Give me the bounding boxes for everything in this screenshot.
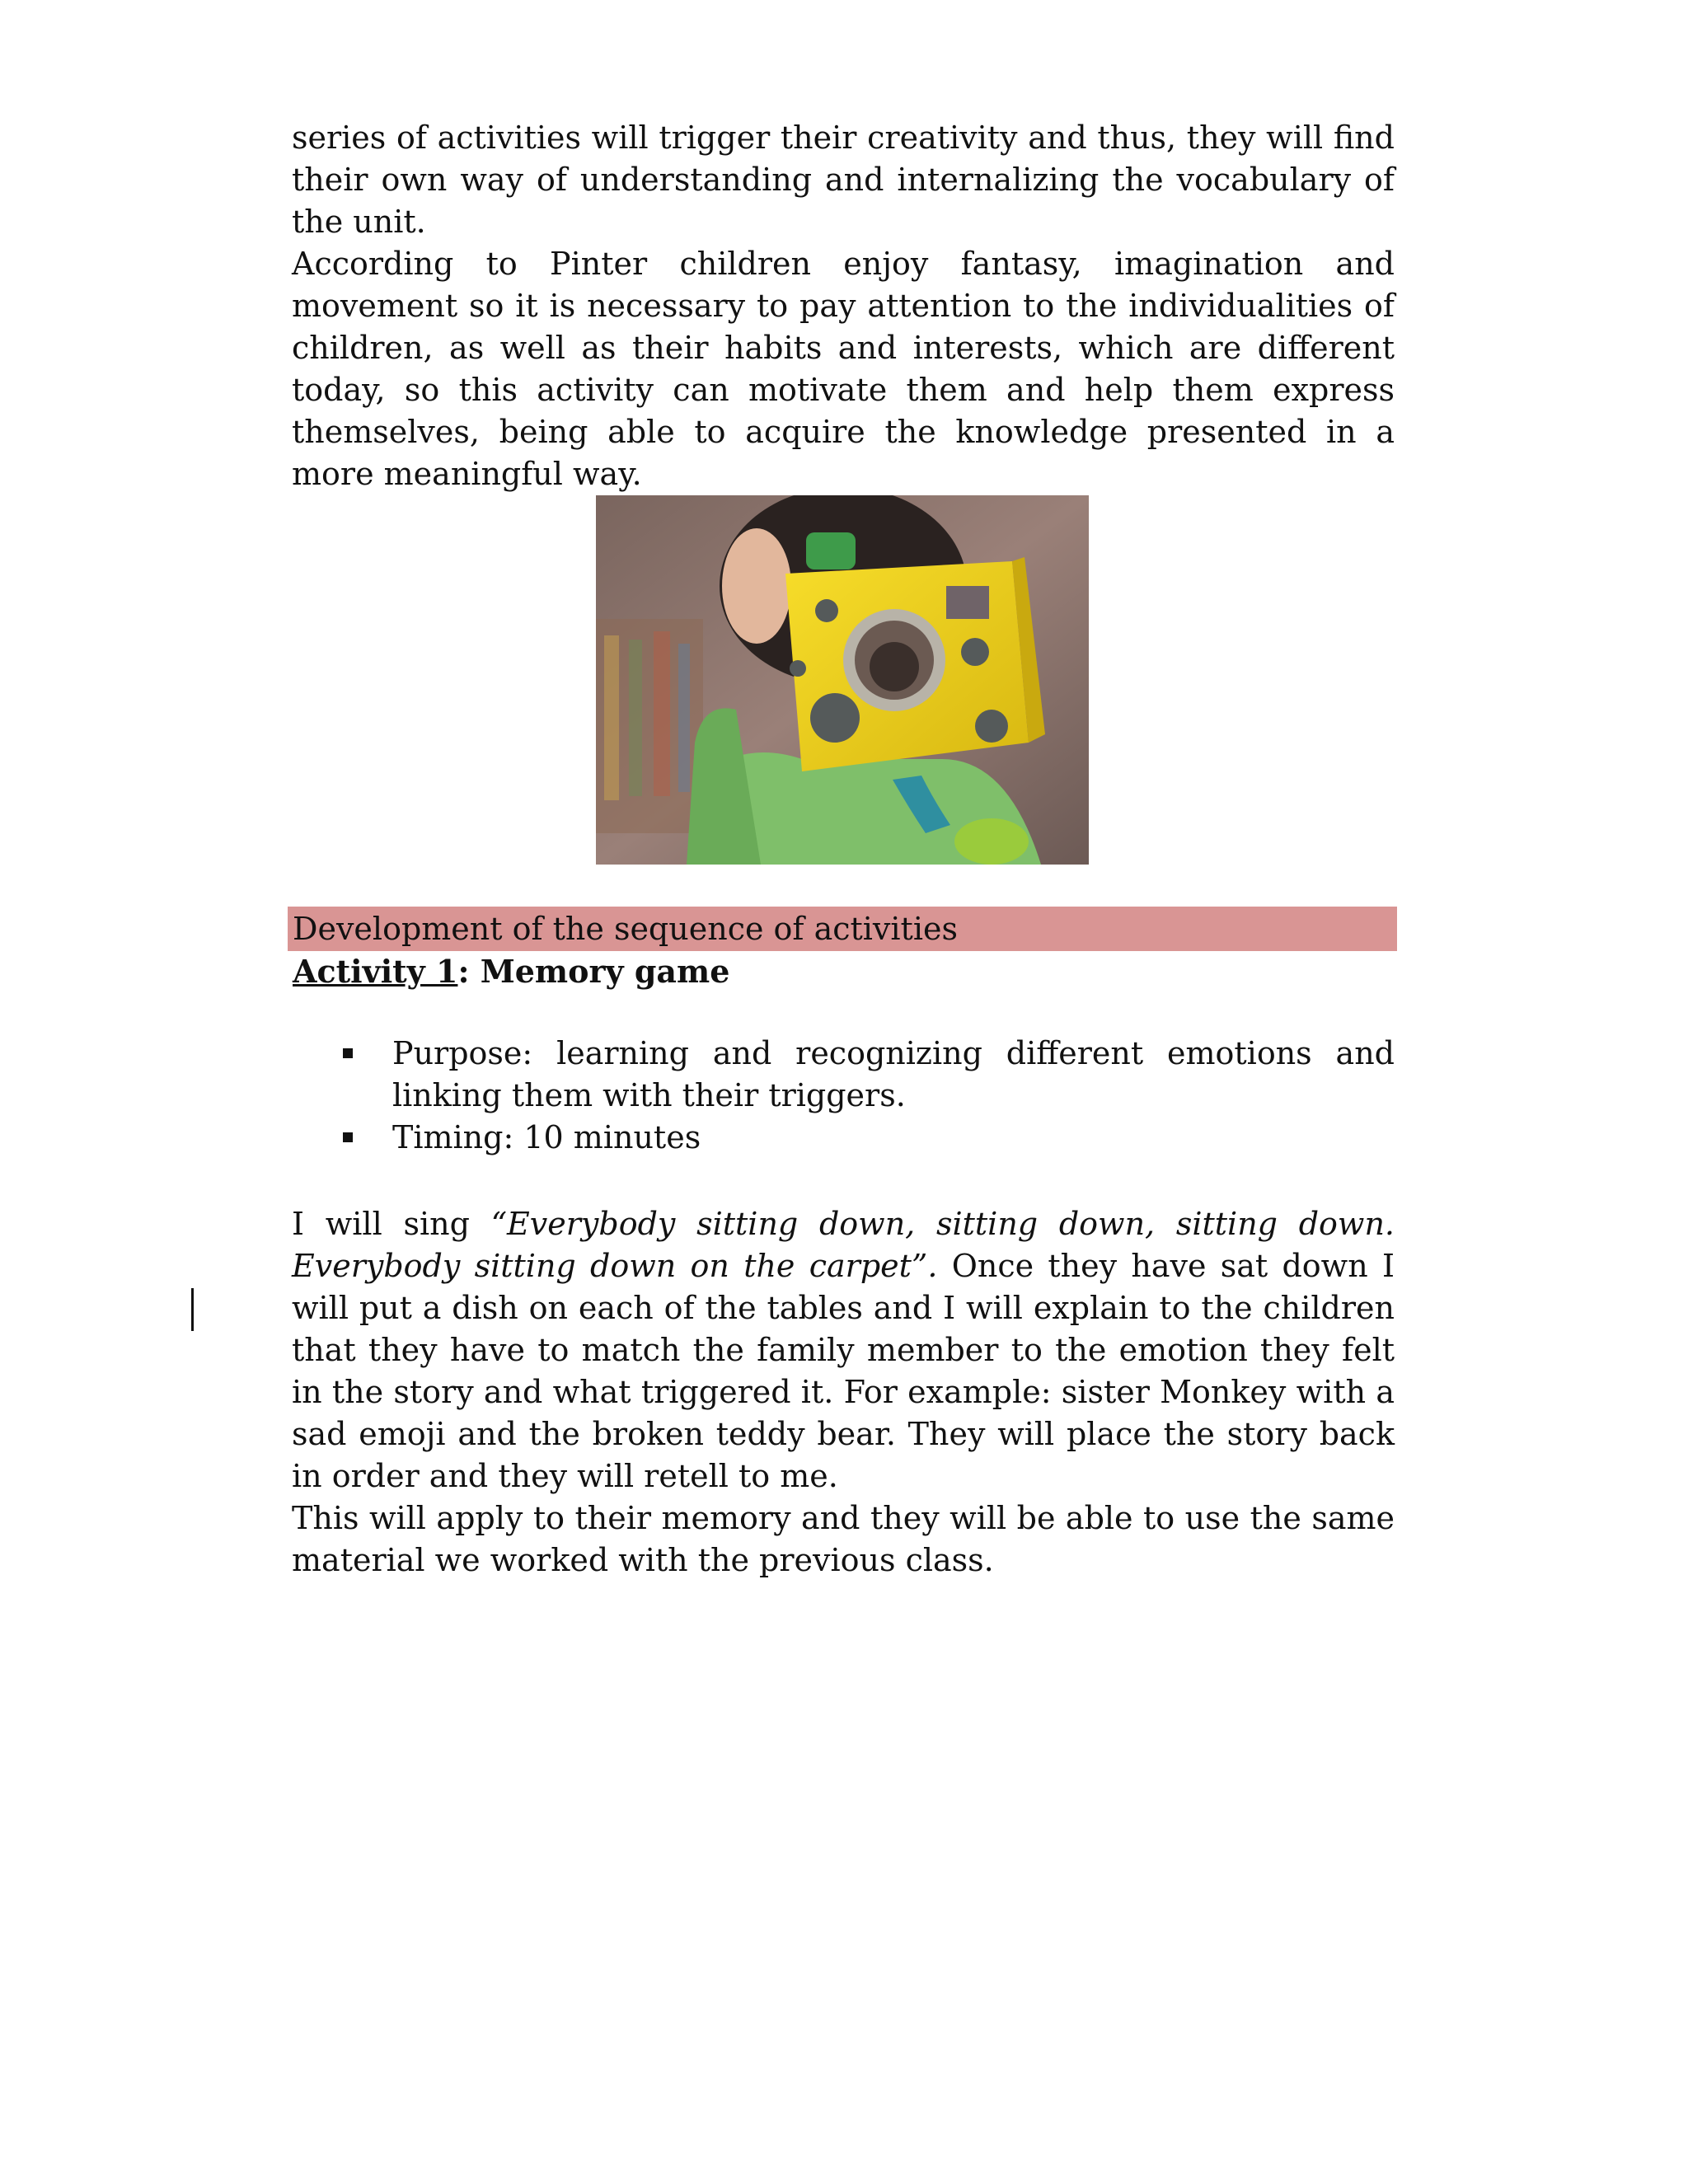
revision-change-bar [191,1288,194,1331]
list-item [292,1033,1395,1117]
section-heading: Development of the sequence of activities [293,911,958,947]
song-lyrics: “Everybody sitting down, sitting down, sitting down. Everybody sitting down on the carpet”. [292,1206,1395,1284]
intro-paragraph-2: According to Pinter children enjoy fantasy, imagination and movement so it is necessary to pay attention to the individualities of children, as well as their habits and interests, which are different today, so this activity can motivate them and help them express themselves, being able to acquire the knowledge presented in a more meaningful way. [292,246,1395,492]
activity-title [293,950,729,993]
activity-label: Activity 1 [293,953,458,990]
activity-details-list [292,1033,1395,1159]
purpose-text: Purpose: learning and recognizing different emotions and linking them with their triggers. [392,1035,1395,1113]
description-rest: Once they have sat down I will put a dish on each of the tables and I will explain to the children that they have to match the family member to the emotion they felt in the story and what triggered it. For example: sister Monkey with a sad emoji and the broken teddy bear. They will place the story back in order and they will retell to me. [292,1248,1395,1494]
intro-paragraph-1: series of activities will trigger their creativity and thus, they will find their own way of understanding and internalizing the vocabulary of the unit. [292,120,1395,240]
photo-child-with-toy-camera-icon [596,495,1089,865]
activity-title-rest: : Memory game [457,953,730,990]
square-bullet-icon [343,1132,353,1142]
description-paragraph [292,1203,1395,1497]
timing-text: Timing: 10 minutes [392,1119,701,1155]
list-item [292,1117,1395,1159]
square-bullet-icon [343,1048,353,1058]
intro-text [292,117,1395,495]
activity-description [292,1203,1395,1582]
description-lead: I will sing [292,1206,491,1242]
child-camera-photo [596,495,1089,865]
closing-paragraph: This will apply to their memory and they will be able to use the same material we worked with the previous class. [292,1500,1395,1578]
